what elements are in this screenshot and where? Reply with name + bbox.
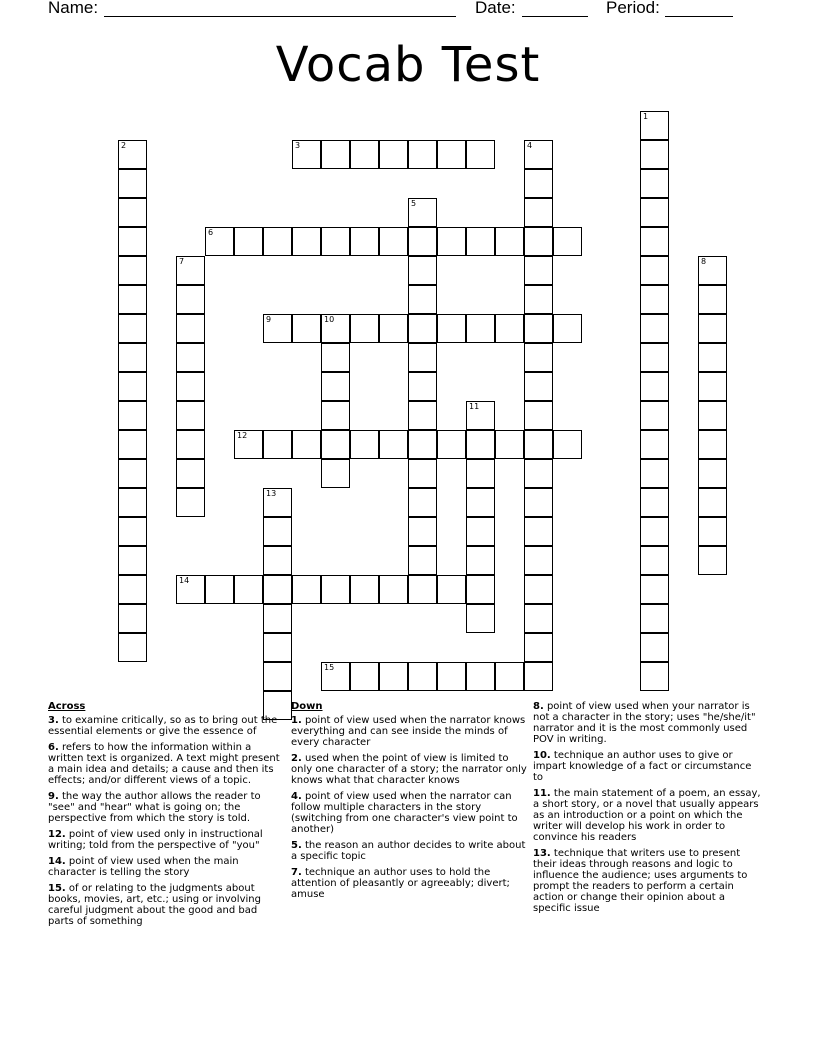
crossword-cell[interactable] [524, 546, 553, 575]
crossword-cell[interactable] [640, 343, 669, 372]
crossword-cell[interactable] [321, 575, 350, 604]
crossword-cell[interactable] [118, 459, 147, 488]
down-clue [533, 848, 763, 914]
crossword-cell[interactable] [495, 662, 524, 691]
clue-text: point of view used when the main character is telling the story [48, 856, 239, 878]
crossword-cell[interactable] [640, 256, 669, 285]
crossword-cell[interactable] [234, 430, 263, 459]
down-clue [291, 715, 527, 748]
crossword-cell[interactable] [408, 575, 437, 604]
crossword-cell[interactable] [466, 575, 495, 604]
crossword-cell[interactable] [118, 169, 147, 198]
date-label: Date: [475, 0, 516, 17]
across-clue [48, 856, 282, 878]
crossword-cell[interactable] [640, 662, 669, 691]
clue-number: 4 [527, 141, 533, 150]
crossword-cell[interactable] [118, 401, 147, 430]
crossword-cell[interactable] [176, 459, 205, 488]
crossword-cell[interactable] [176, 256, 205, 285]
clue-number-label: 6. [48, 742, 59, 753]
crossword-cell[interactable] [408, 430, 437, 459]
crossword-cell[interactable] [205, 227, 234, 256]
crossword-cell[interactable] [524, 401, 553, 430]
down-clue [533, 788, 763, 843]
crossword-cell[interactable] [379, 227, 408, 256]
across-clue [48, 715, 282, 737]
crossword-cell[interactable] [408, 372, 437, 401]
down-clues-column-2 [533, 701, 763, 919]
crossword-cell[interactable] [640, 575, 669, 604]
crossword-cell[interactable] [437, 227, 466, 256]
clue-number: 2 [121, 141, 127, 150]
crossword-cell[interactable] [176, 343, 205, 372]
clue-text: the reason an author decides to write about a specific topic [291, 840, 526, 862]
crossword-cell[interactable] [524, 343, 553, 372]
clue-text: used when the point of view is limited to only one character of a story; the narrator only knows what that character knows [291, 753, 527, 786]
crossword-cell[interactable] [321, 430, 350, 459]
crossword-cell[interactable] [263, 633, 292, 662]
crossword-cell[interactable] [379, 662, 408, 691]
crossword-cell[interactable] [524, 256, 553, 285]
crossword-cell[interactable] [640, 546, 669, 575]
clue-number: 15 [324, 663, 335, 672]
clue-number-label: 9. [48, 791, 59, 802]
crossword-cell[interactable] [698, 285, 727, 314]
clue-number: 12 [237, 431, 248, 440]
crossword-cell[interactable] [118, 343, 147, 372]
crossword-cell[interactable] [408, 198, 437, 227]
crossword-cell[interactable] [524, 198, 553, 227]
clue-number: 7 [179, 257, 185, 266]
crossword-cell[interactable] [698, 314, 727, 343]
crossword-cell[interactable] [234, 575, 263, 604]
clue-text: refers to how the information within a written text is organized. A text might present a main idea and details; a cause and then its effects; and/or different views of a topic. [48, 742, 280, 786]
crossword-cell[interactable] [466, 662, 495, 691]
crossword-cell[interactable] [524, 662, 553, 691]
crossword-cell[interactable] [408, 140, 437, 169]
across-clue [48, 829, 282, 851]
clue-number-label: 1. [291, 715, 302, 726]
name-label: Name: [48, 0, 99, 17]
crossword-cell[interactable] [350, 140, 379, 169]
crossword-cell[interactable] [698, 488, 727, 517]
down-clue [291, 840, 527, 862]
crossword-cell[interactable] [408, 459, 437, 488]
crossword-cell[interactable] [118, 256, 147, 285]
clue-text: point of view used when the narrator knows everything and can see inside the minds of every character [291, 715, 526, 748]
crossword-cell[interactable] [176, 488, 205, 517]
crossword-cell[interactable] [524, 227, 553, 256]
crossword-cell[interactable] [118, 488, 147, 517]
clue-number: 11 [469, 402, 480, 411]
crossword-cell[interactable] [524, 169, 553, 198]
across-clue [48, 742, 282, 786]
crossword-cell[interactable] [524, 488, 553, 517]
crossword-cell[interactable] [524, 575, 553, 604]
down-clue [291, 753, 527, 786]
crossword-cell[interactable] [321, 227, 350, 256]
crossword-cell[interactable] [176, 575, 205, 604]
crossword-cell[interactable] [292, 227, 321, 256]
crossword-cell[interactable] [466, 227, 495, 256]
down-clue [533, 701, 763, 745]
crossword-cell[interactable] [350, 430, 379, 459]
crossword-cell[interactable] [466, 430, 495, 459]
crossword-cell[interactable] [118, 227, 147, 256]
crossword-cell[interactable] [698, 459, 727, 488]
crossword-cell[interactable] [640, 372, 669, 401]
crossword-cell[interactable] [263, 227, 292, 256]
crossword-cell[interactable] [350, 227, 379, 256]
crossword-cell[interactable] [698, 372, 727, 401]
crossword-cell[interactable] [408, 662, 437, 691]
clue-number-label: 11. [533, 788, 551, 799]
crossword-cell[interactable] [553, 227, 582, 256]
down-clue [291, 791, 527, 835]
clue-text: point of view used when the narrator can follow multiple characters in the story (switching from one character's view point to another) [291, 791, 518, 835]
clue-text: technique an author uses to hold the attention of pleasantly or agreeably; divert; amuse [291, 867, 510, 900]
crossword-cell[interactable] [408, 546, 437, 575]
crossword-cell[interactable] [640, 401, 669, 430]
crossword-cell[interactable] [553, 314, 582, 343]
crossword-cell[interactable] [321, 459, 350, 488]
crossword-cell[interactable] [118, 430, 147, 459]
crossword-cell[interactable] [640, 314, 669, 343]
crossword-cell[interactable] [321, 140, 350, 169]
clue-text: point of view used only in instructional writing; told from the perspective of "you" [48, 829, 263, 851]
crossword-cell[interactable] [176, 285, 205, 314]
crossword-cell[interactable] [437, 430, 466, 459]
crossword-cell[interactable] [640, 633, 669, 662]
crossword-cell[interactable] [292, 140, 321, 169]
down-clues-column-1 [291, 701, 527, 905]
clue-number: 8 [701, 257, 707, 266]
crossword-cell[interactable] [176, 314, 205, 343]
period-label: Period: [606, 0, 660, 17]
crossword-cell[interactable] [234, 227, 263, 256]
crossword-cell[interactable] [205, 575, 234, 604]
down-heading: Down [291, 701, 323, 712]
crossword-cell[interactable] [118, 575, 147, 604]
crossword-cell[interactable] [408, 314, 437, 343]
across-clue [48, 791, 282, 824]
crossword-cell[interactable] [263, 517, 292, 546]
crossword-cell[interactable] [408, 227, 437, 256]
crossword-cell[interactable] [524, 604, 553, 633]
crossword-cell[interactable] [640, 459, 669, 488]
crossword-cell[interactable] [698, 401, 727, 430]
crossword-cell[interactable] [495, 430, 524, 459]
clue-number: 10 [324, 315, 335, 324]
crossword-cell[interactable] [524, 285, 553, 314]
clue-number-label: 10. [533, 750, 551, 761]
crossword-cell[interactable] [118, 372, 147, 401]
crossword-cell[interactable] [408, 343, 437, 372]
crossword-cell[interactable] [263, 604, 292, 633]
clue-number-label: 7. [291, 867, 302, 878]
crossword-cell[interactable] [640, 517, 669, 546]
crossword-cell[interactable] [263, 488, 292, 517]
crossword-cell[interactable] [321, 401, 350, 430]
clue-text: the main statement of a poem, an essay, a short story, or a novel that usually appears as an introduction or a point on which the writer will develop his work in order to convince his readers [533, 788, 761, 843]
clue-number-label: 4. [291, 791, 302, 802]
clue-text: the way the author allows the reader to "see" and "hear" what is going on; the perspective from which the story is told. [48, 791, 261, 824]
crossword-cell[interactable] [321, 662, 350, 691]
crossword-cell[interactable] [640, 488, 669, 517]
crossword-cell[interactable] [640, 169, 669, 198]
crossword-cell[interactable] [524, 314, 553, 343]
crossword-cell[interactable] [698, 517, 727, 546]
crossword-cell[interactable] [524, 140, 553, 169]
crossword-cell[interactable] [466, 517, 495, 546]
clue-text: of or relating to the judgments about books, movies, art, etc.; using or involving careful judgment about the good and bad parts of something [48, 883, 261, 927]
crossword-cell[interactable] [176, 372, 205, 401]
crossword-cell[interactable] [640, 198, 669, 227]
across-clues [48, 701, 282, 932]
crossword-cell[interactable] [524, 430, 553, 459]
crossword-cell[interactable] [263, 546, 292, 575]
clue-number: 1 [643, 112, 649, 121]
crossword-cell[interactable] [466, 488, 495, 517]
clue-number-label: 13. [533, 848, 551, 859]
crossword-cell[interactable] [640, 227, 669, 256]
crossword-cell[interactable] [350, 575, 379, 604]
clue-number-label: 3. [48, 715, 59, 726]
crossword-cell[interactable] [408, 517, 437, 546]
clue-number: 6 [208, 228, 214, 237]
crossword-cell[interactable] [437, 662, 466, 691]
crossword-cell[interactable] [698, 430, 727, 459]
crossword-cell[interactable] [640, 430, 669, 459]
crossword-cell[interactable] [292, 575, 321, 604]
crossword-cell[interactable] [408, 285, 437, 314]
crossword-cell[interactable] [524, 633, 553, 662]
crossword-cell[interactable] [118, 198, 147, 227]
crossword-cell[interactable] [263, 662, 292, 691]
page-title: Vocab Test [275, 37, 541, 93]
crossword-cell[interactable] [524, 372, 553, 401]
clue-number: 14 [179, 576, 190, 585]
clue-text: to examine critically, so as to bring out the essential elements or give the essence of [48, 715, 278, 737]
clue-text: point of view used when your narrator is not a character in the story; uses "he/she/it" narrator and it is the most commonly used POV in writing. [533, 701, 756, 745]
crossword-cell[interactable] [118, 633, 147, 662]
crossword-cell[interactable] [263, 314, 292, 343]
clue-text: technique that writers use to present their ideas through reasons and logic to influence the audience; uses arguments to prompt the readers to perform a certain action or change their opinion about a specific issue [533, 848, 748, 914]
crossword-cell[interactable] [437, 140, 466, 169]
crossword-cell[interactable] [321, 372, 350, 401]
crossword-cell[interactable] [466, 140, 495, 169]
crossword-cell[interactable] [292, 314, 321, 343]
crossword-cell[interactable] [437, 575, 466, 604]
across-heading: Across [48, 701, 86, 712]
clue-number: 5 [411, 199, 417, 208]
crossword-cell[interactable] [698, 343, 727, 372]
crossword-cell[interactable] [118, 314, 147, 343]
crossword-cell[interactable] [321, 343, 350, 372]
clue-number-label: 5. [291, 840, 302, 851]
crossword-cell[interactable] [466, 546, 495, 575]
crossword-cell[interactable] [640, 111, 669, 140]
crossword-cell[interactable] [118, 517, 147, 546]
crossword-cell[interactable] [640, 285, 669, 314]
crossword-cell[interactable] [321, 314, 350, 343]
crossword-cell[interactable] [350, 314, 379, 343]
crossword-cell[interactable] [292, 430, 321, 459]
clue-text: technique an author uses to give or impart knowledge of a fact or circumstance to [533, 750, 752, 783]
crossword-cell[interactable] [118, 140, 147, 169]
clue-number-label: 15. [48, 883, 66, 894]
crossword-cell[interactable] [640, 140, 669, 169]
crossword-cell[interactable] [466, 459, 495, 488]
crossword-cell[interactable] [466, 401, 495, 430]
crossword-cell[interactable] [176, 401, 205, 430]
clue-number-label: 12. [48, 829, 66, 840]
crossword-cell[interactable] [379, 430, 408, 459]
crossword-cell[interactable] [379, 575, 408, 604]
crossword-cell[interactable] [495, 227, 524, 256]
crossword-cell[interactable] [408, 401, 437, 430]
crossword-cell[interactable] [553, 430, 582, 459]
crossword-cell[interactable] [379, 140, 408, 169]
down-clue [291, 867, 527, 900]
crossword-cell[interactable] [495, 314, 524, 343]
clue-number-label: 2. [291, 753, 302, 764]
clue-number: 3 [295, 141, 301, 150]
down-clue [533, 750, 763, 783]
crossword-cell[interactable] [524, 517, 553, 546]
crossword-cell[interactable] [118, 285, 147, 314]
crossword-cell[interactable] [379, 314, 408, 343]
clue-number: 9 [266, 315, 272, 324]
crossword-cell[interactable] [263, 430, 292, 459]
clue-number-label: 14. [48, 856, 66, 867]
crossword-cell[interactable] [524, 459, 553, 488]
crossword-cell[interactable] [698, 546, 727, 575]
clue-number-label: 8. [533, 701, 544, 712]
crossword-cell[interactable] [466, 314, 495, 343]
crossword-cell[interactable] [640, 604, 669, 633]
crossword-cell[interactable] [350, 662, 379, 691]
crossword-cell[interactable] [176, 430, 205, 459]
crossword-cell[interactable] [263, 575, 292, 604]
crossword-cell[interactable] [408, 488, 437, 517]
crossword-cell[interactable] [437, 314, 466, 343]
crossword-cell[interactable] [118, 546, 147, 575]
crossword-cell[interactable] [466, 604, 495, 633]
crossword-cell[interactable] [408, 256, 437, 285]
clue-number: 13 [266, 489, 277, 498]
crossword-cell[interactable] [698, 256, 727, 285]
crossword-cell[interactable] [118, 604, 147, 633]
across-clue [48, 883, 282, 927]
